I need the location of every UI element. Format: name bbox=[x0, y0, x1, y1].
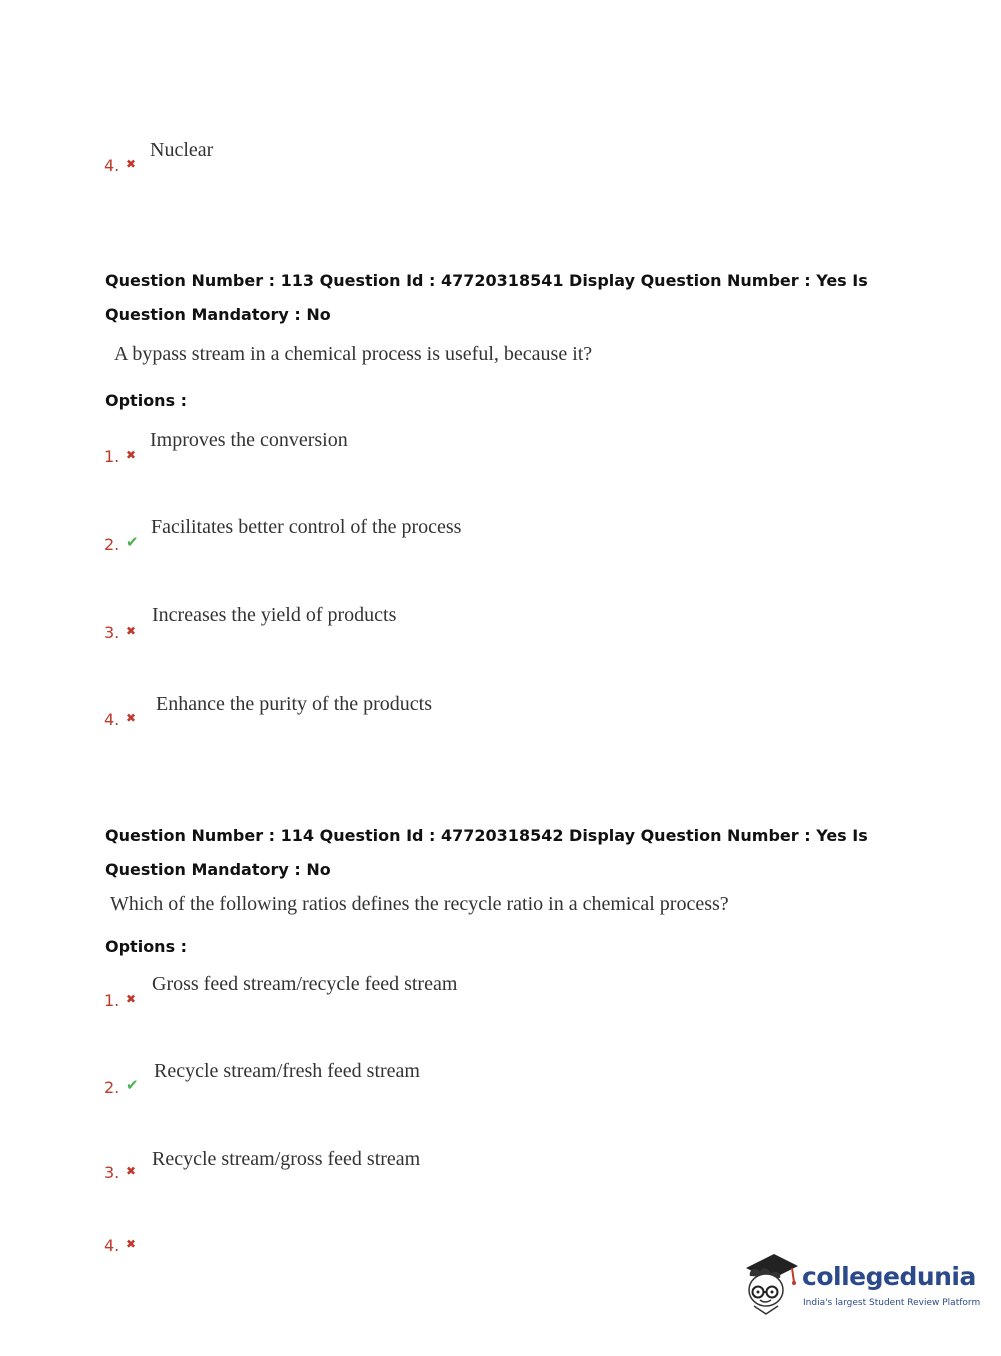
options-label: Options : bbox=[105, 391, 188, 410]
option-number: 2. bbox=[104, 535, 120, 554]
mascot-icon bbox=[740, 1248, 800, 1320]
option-number: 1. bbox=[104, 447, 120, 466]
cross-icon: ✖ bbox=[126, 1164, 137, 1178]
option-text: Enhance the purity of the products bbox=[156, 693, 433, 715]
cross-icon: ✖ bbox=[126, 448, 137, 462]
option-number: 4. bbox=[104, 1236, 120, 1255]
cross-icon: ✖ bbox=[126, 1237, 137, 1251]
cross-icon: ✖ bbox=[126, 711, 137, 725]
cross-icon: ✖ bbox=[126, 157, 137, 171]
question-header: Question Number : 114 Question Id : 47720318542 Display Question Number : Yes Is Question Mandatory : No bbox=[105, 826, 868, 879]
check-icon: ✔ bbox=[126, 1076, 139, 1094]
option-number: 4. bbox=[104, 710, 120, 729]
option-text: Improves the conversion bbox=[150, 429, 348, 451]
option-number: 3. bbox=[104, 623, 120, 642]
collegedunia-logo bbox=[740, 1248, 980, 1328]
question-text: Which of the following ratios defines the recycle ratio in a chemical process? bbox=[110, 893, 729, 915]
logo-wordmark: collegedunia bbox=[802, 1262, 976, 1291]
question-text: A bypass stream in a chemical process is useful, because it? bbox=[114, 343, 593, 365]
option-text: Facilitates better control of the process bbox=[151, 516, 462, 538]
option-number: 4. bbox=[104, 156, 120, 175]
check-icon: ✔ bbox=[126, 533, 139, 551]
option-text: Recycle stream/gross feed stream bbox=[152, 1148, 421, 1170]
cross-icon: ✖ bbox=[126, 992, 137, 1006]
option-number: 2. bbox=[104, 1078, 120, 1097]
option-text: Nuclear bbox=[150, 139, 214, 161]
logo-tagline: India's largest Student Review Platform bbox=[803, 1298, 981, 1308]
option-text: Increases the yield of products bbox=[152, 604, 397, 626]
option-text: Recycle stream/fresh feed stream bbox=[154, 1060, 420, 1082]
options-label: Options : bbox=[105, 937, 188, 956]
cross-icon: ✖ bbox=[126, 624, 137, 638]
question-header: Question Number : 113 Question Id : 47720318541 Display Question Number : Yes Is Question Mandatory : No bbox=[105, 271, 868, 324]
option-text: Gross feed stream/recycle feed stream bbox=[152, 973, 458, 995]
option-number: 3. bbox=[104, 1163, 120, 1182]
option-number: 1. bbox=[104, 991, 120, 1010]
